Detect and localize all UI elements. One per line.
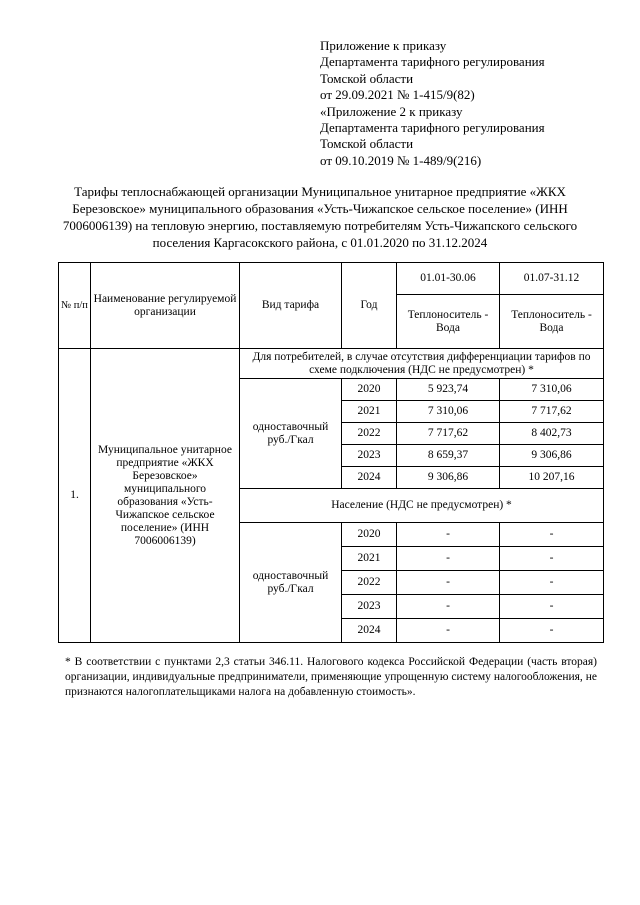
section2-note: Население (НДС не предусмотрен) * [240, 489, 604, 523]
table-cell-h1: - [397, 571, 500, 595]
approval-line: «Приложение 2 к приказу [320, 103, 463, 119]
header-carrier-2: Теплоноситель - Вода [500, 295, 604, 349]
row-number: 1. [59, 349, 91, 643]
header-carrier-1: Теплоноситель - Вода [397, 295, 500, 349]
table-cell-h2: 9 306,86 [500, 445, 604, 467]
table-cell-year: 2024 [342, 619, 397, 643]
table-cell-h2: 7 310,06 [500, 379, 604, 401]
table-cell-year: 2024 [342, 467, 397, 489]
table-cell-year: 2022 [342, 423, 397, 445]
header-year: Год [342, 263, 397, 349]
header-num: № п/п [59, 263, 91, 349]
header-type: Вид тарифа [240, 263, 342, 349]
table-cell-h1: 9 306,86 [397, 467, 500, 489]
table-cell-h1: 7 310,06 [397, 401, 500, 423]
approval-line: Томской области [320, 70, 414, 86]
table-cell-year: 2021 [342, 401, 397, 423]
header-period-2: 01.07-31.12 [500, 263, 604, 295]
table-cell-year: 2021 [342, 547, 397, 571]
footnote: * В соответствии с пунктами 2,3 статьи 346.11. Налогового кодекса Российской Федерации (часть вторая) организации, индивидуальные предприниматели, применяющие упрощенную систему налогообложения, не признаются налогоплательщиками налога на добавленную стоимость». [65, 656, 597, 698]
table-cell-h1: 7 717,62 [397, 423, 500, 445]
table-cell-h1: - [397, 595, 500, 619]
section1-tariff-type: одноставочный руб./Гкал [240, 379, 342, 489]
table-cell-h2: - [500, 619, 604, 643]
table-cell-h1: - [397, 523, 500, 547]
tariff-table [58, 262, 604, 643]
table-cell-h1: - [397, 619, 500, 643]
approval-line: Департамента тарифного регулирования [320, 54, 545, 70]
section2-tariff-type: одноставочный руб./Гкал [240, 523, 342, 643]
table-cell-h2: 8 402,73 [500, 423, 604, 445]
approval-line: Департамента тарифного регулирования [320, 120, 545, 136]
table-cell-h2: - [500, 595, 604, 619]
section1-note: Для потребителей, в случае отсутствия дифференциации тарифов по схеме подключения (НДС не предусмотрен) * [240, 349, 604, 379]
table-cell-h1: - [397, 547, 500, 571]
table-cell-h2: - [500, 571, 604, 595]
table-cell-h2: - [500, 523, 604, 547]
document-title: Тарифы теплоснабжающей организации Муниципальное унитарное предприятие «ЖКХ Березовское» муниципального образования «Усть-Чижапское сельское поселение» (ИНН 7006006139) на тепловую энергию, поставляемую потребителям Усть-Чижапского сельского поселения Каргасокского района, с 01.01.2020 по 31.12.2024 [62, 184, 578, 250]
approval-line: от 09.10.2019 № 1-489/9(216) [320, 152, 482, 168]
table-cell-year: 2020 [342, 523, 397, 547]
header-period-1: 01.01-30.06 [397, 263, 500, 295]
table-cell-year: 2023 [342, 445, 397, 467]
approval-line: Томской области [320, 136, 414, 152]
table-cell-h2: 10 207,16 [500, 467, 604, 489]
header-org: Наименование регулируемой организации [91, 263, 240, 349]
approval-line: от 29.09.2021 № 1-415/9(82) [320, 87, 475, 103]
table-cell-h1: 8 659,37 [397, 445, 500, 467]
table-cell-h1: 5 923,74 [397, 379, 500, 401]
table-cell-year: 2020 [342, 379, 397, 401]
approval-line: Приложение к приказу [320, 38, 447, 53]
table-cell-year: 2022 [342, 571, 397, 595]
table-cell-h2: 7 717,62 [500, 401, 604, 423]
table-cell-h2: - [500, 547, 604, 571]
table-cell-year: 2023 [342, 595, 397, 619]
approval-block [320, 38, 620, 169]
org-name: Муниципальное унитарное предприятие «ЖКХ Березовское» муниципального образования «Усть-Чижапское сельское поселение» (ИНН 7006006139) [91, 349, 240, 643]
